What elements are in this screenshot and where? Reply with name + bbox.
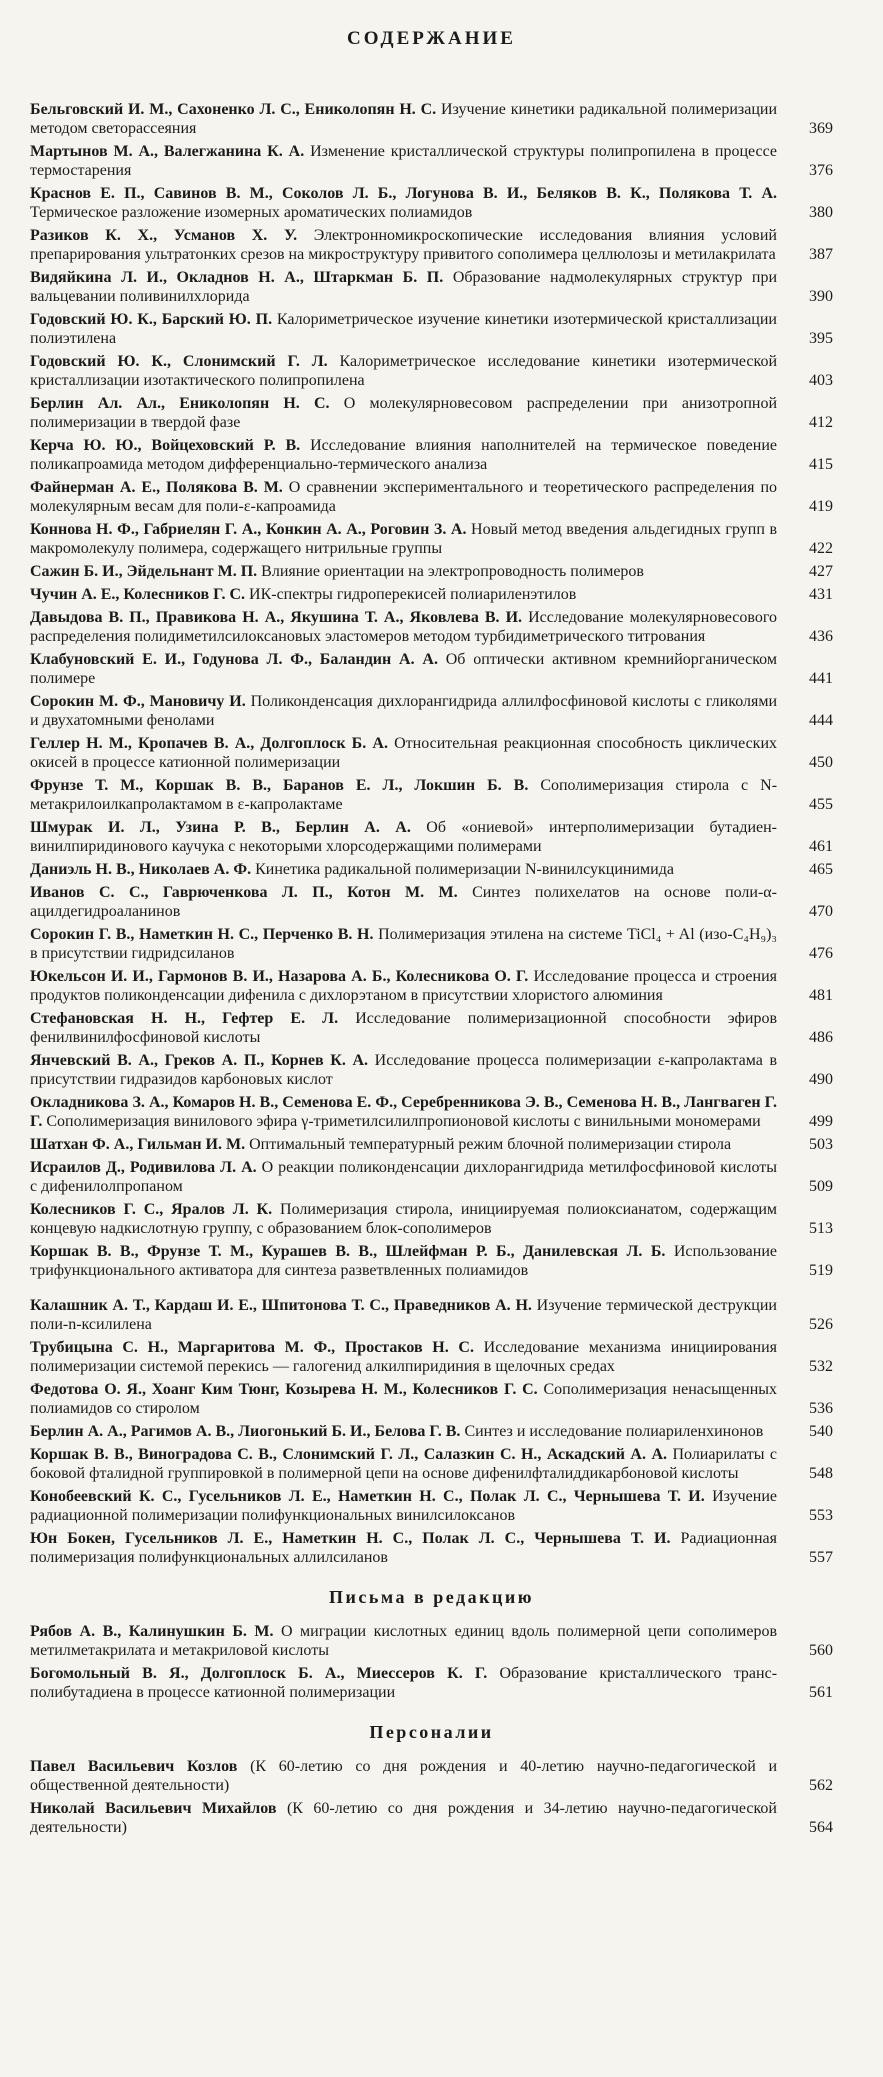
- toc-entry: [30, 310, 833, 348]
- entry-authors: Коршак В. В., Виноградова С. В., Слонимский Г. Л., Салазкин С. Н., Аскадский А. А.: [30, 1446, 667, 1463]
- entry-authors: Трубицына С. Н., Маргаритова М. Ф., Простаков Н. С.: [30, 1339, 474, 1356]
- entry-title: Синтез полихелатов на основе поли-α-ацилдегидроаланинов: [30, 884, 778, 920]
- toc-entry: [30, 352, 833, 390]
- entry-page-number: 470: [809, 903, 833, 920]
- toc-entry: [30, 1242, 833, 1280]
- toc-entry: [30, 394, 833, 432]
- entry-page-number: 441: [809, 670, 833, 687]
- toc-entry: [30, 268, 833, 306]
- entry-authors: Мартынов М. А., Валегжанина К. А.: [30, 143, 305, 160]
- entry-title: Изменение кристаллической структуры полипропилена в процессе термостарения: [30, 143, 778, 179]
- entry-page-number: 562: [809, 1777, 833, 1794]
- toc-entry: [30, 734, 833, 772]
- entry-authors: Коршак В. В., Фрунзе Т. М., Курашев В. В., Шлейфман Р. Б., Данилевская Л. Б.: [30, 1243, 666, 1260]
- contents-heading: СОДЕРЖАНИЕ: [347, 28, 516, 49]
- entry-page-number: 422: [809, 540, 833, 557]
- entry-authors: Калашник А. Т., Кардаш И. Е., Шпитонова Т. С., Праведников А. Н.: [30, 1297, 532, 1314]
- entry-page-number: 461: [809, 838, 833, 855]
- entry-authors: Рябов А. В., Калинушкин Б. М.: [30, 1623, 274, 1640]
- entry-authors: Павел Васильевич Козлов: [30, 1758, 238, 1775]
- letters-list: [30, 1622, 833, 1702]
- entry-title: Сополимеризация винилового эфира γ-триметилсилилпропионовой кислоты с винильными мономерами: [46, 1113, 761, 1130]
- entry-page-number: 481: [809, 987, 833, 1004]
- entry-title: Калориметрическое исследование кинетики изотермической кристаллизации изотактического полипропилена: [30, 353, 778, 389]
- entry-title: (К 60-летию со дня рождения и 40-летию научно-педагогической и общественной деятельности): [30, 1758, 778, 1794]
- toc-entry: [30, 1158, 833, 1196]
- entry-title: Об оптически активном кремнийорганическом полимере: [30, 651, 777, 687]
- entry-authors: Федотова О. Я., Хоанг Ким Тюнг, Козырева Н. М., Колесников Г. С.: [30, 1381, 538, 1398]
- entry-authors: Окладникова З. А., Комаров Н. В., Семенова Е. Ф., Серебренникова Э. В., Семенова Н. В., Лангваген Г. Г.: [30, 1094, 777, 1130]
- entry-title: Об «ониевой» интерполимеризации бутадиен-винилпиридинового каучука с некоторыми хлорсодержащими полимерами: [30, 819, 778, 855]
- toc-entry: [30, 650, 833, 688]
- entry-authors: Берлин А. А., Рагимов А. В., Лиогонький Б. И., Белова Г. В.: [30, 1423, 461, 1440]
- toc-entry: [30, 585, 833, 604]
- entry-page-number: 390: [809, 288, 833, 305]
- entry-title: Оптимальный температурный режим блочной полимеризации стирола: [249, 1136, 732, 1153]
- entry-page-number: 490: [809, 1071, 833, 1088]
- entry-title: Радиационная полимеризация полифункциональных аллилсиланов: [30, 1530, 778, 1566]
- entry-page-number: 503: [809, 1136, 833, 1153]
- entry-authors: Клабуновский Е. И., Годунова Л. Ф., Баландин А. А.: [30, 651, 438, 668]
- entry-authors: Фрунзе Т. М., Коршак В. В., Баранов Е. Л., Локшин Б. В.: [30, 777, 529, 794]
- entry-title: Кинетика радикальной полимеризации N-винилсукцинимида: [255, 861, 674, 878]
- toc-entry: [30, 1093, 833, 1131]
- entry-page-number: 403: [809, 372, 833, 389]
- entry-authors: Шатхан Ф. А., Гильман И. М.: [30, 1136, 246, 1153]
- toc-entry: [30, 1009, 833, 1047]
- toc-entry: [30, 100, 833, 138]
- entry-page-number: 419: [809, 498, 833, 515]
- entry-page-number: 415: [809, 456, 833, 473]
- entry-page-number: 427: [809, 563, 833, 580]
- entry-authors: Юкельсон И. И., Гармонов В. И., Назарова А. Б., Колесникова О. Г.: [30, 968, 529, 985]
- entry-page-number: 376: [809, 162, 833, 179]
- entry-title: ИК-спектры гидроперекисей полиариленэтилов: [249, 586, 577, 603]
- entry-page-number: 486: [809, 1029, 833, 1046]
- toc-entry: [30, 142, 833, 180]
- entry-authors: Годовский Ю. К., Барский Ю. П.: [30, 311, 273, 328]
- entry-page-number: 465: [809, 861, 833, 878]
- entry-page-number: 526: [809, 1316, 833, 1333]
- toc-entry: [30, 1664, 833, 1702]
- toc-entry: [30, 520, 833, 558]
- toc-entry: [30, 1622, 833, 1660]
- entry-title: Использование трифункционального активатора для синтеза разветвленных полиамидов: [30, 1243, 777, 1279]
- entry-page-number: 519: [809, 1262, 833, 1279]
- entry-authors: Шмурак И. Л., Узина Р. В., Берлин А. А.: [30, 819, 411, 836]
- entry-page-number: 455: [809, 796, 833, 813]
- toc-entry: [30, 1135, 833, 1154]
- entry-title: Исследование процесса полимеризации ε-капролактама в присутствии гидразидов карбоновых кислот: [30, 1052, 778, 1088]
- entry-page-number: 536: [809, 1400, 833, 1417]
- entry-page-number: 513: [809, 1220, 833, 1237]
- entry-title: Термическое разложение изомерных ароматических полиамидов: [30, 204, 473, 221]
- toc-entry: [30, 818, 833, 856]
- entry-page-number: 412: [809, 414, 833, 431]
- entry-authors: Сорокин Г. В., Наметкин Н. С., Перченко В. Н.: [30, 926, 374, 943]
- toc-entry: [30, 776, 833, 814]
- letters-heading: Письма в редакцию: [329, 1587, 534, 1607]
- toc-entry: [30, 1757, 833, 1795]
- toc-entry: [30, 608, 833, 646]
- entry-authors: Даниэль Н. В., Николаев А. Ф.: [30, 861, 252, 878]
- entry-authors: Берлин Ал. Ал., Ениколопян Н. С.: [30, 395, 330, 412]
- entry-page-number: 431: [809, 586, 833, 603]
- entry-page-number: 540: [809, 1423, 833, 1440]
- entry-title: Исследование процесса и строения продуктов поликонденсации дифенила с дихлорэтаном в присутствии хлористого алюминия: [30, 968, 778, 1004]
- entry-page-number: 561: [809, 1684, 833, 1701]
- entry-title: Относительная реакционная способность циклических окисей в процессе катионной полимеризации: [30, 735, 778, 771]
- entry-title: Образование надмолекулярных структур при вальцевании поливинилхлорида: [30, 269, 778, 305]
- entry-page-number: 395: [809, 330, 833, 347]
- toc-entry: [30, 184, 833, 222]
- toc-entry: [30, 883, 833, 921]
- entry-page-number: 553: [809, 1507, 833, 1524]
- personalia-list: [30, 1757, 833, 1837]
- toc-entry: [30, 1445, 833, 1483]
- entry-page-number: 476: [809, 945, 833, 962]
- entry-title: Образование кристаллического транс-полибутадиена в процессе катионной полимеризации: [30, 1665, 778, 1701]
- entry-title: Исследование полимеризационной способности эфиров фенилвинилфосфиновой кислоты: [30, 1010, 778, 1046]
- personalia-heading: Персоналии: [369, 1722, 494, 1742]
- entry-authors: Исраилов Д., Родивилова Л. А.: [30, 1159, 257, 1176]
- entry-authors: Юн Бокен, Гусельников Л. Е., Наметкин Н. С., Полак Л. С., Чернышева Т. И.: [30, 1530, 671, 1547]
- entry-title: Полимеризация стирола, инициируемая полиоксианатом, содержащим концевую надкислотную группу, с образованием блок-сополимеров: [30, 1201, 778, 1237]
- entry-page-number: 387: [809, 246, 833, 263]
- toc-entry: [30, 967, 833, 1005]
- entry-authors: Стефановская Н. Н., Гефтер Е. Л.: [30, 1010, 339, 1027]
- entry-title: Влияние ориентации на электропроводность полимеров: [261, 563, 644, 580]
- entry-page-number: 557: [809, 1549, 833, 1566]
- entry-title: (К 60-летию со дня рождения и 34-летию научно-педагогической деятельности): [30, 1800, 777, 1836]
- entry-authors: Конобеевский К. С., Гусельников Л. Е., Наметкин Н. С., Полак Л. С., Чернышева Т. И.: [30, 1488, 705, 1505]
- entry-title: Полимеризация этилена на системе TiCl₄ + Al (изо-C₄H₉)₃ в присутствии гидридсиланов: [30, 926, 778, 962]
- toc-entry: [30, 1799, 833, 1837]
- entry-authors: Николай Васильевич Михайлов: [30, 1800, 277, 1817]
- entry-title: О молекулярновесовом распределении при анизотропной полимеризации в твердой фазе: [30, 395, 778, 431]
- entry-authors: Краснов Е. П., Савинов В. М., Соколов Л. Б., Логунова В. И., Беляков В. К., Полякова Т. А.: [30, 185, 777, 202]
- entry-title: Новый метод введения альдегидных групп в макромолекулу полимера, содержащего нитрильные группы: [30, 521, 778, 557]
- toc-entry: [30, 1529, 833, 1567]
- entry-page-number: 436: [809, 628, 833, 645]
- toc-entry: [30, 1200, 833, 1238]
- entry-title: О сравнении экспериментального и теоретического распределения по молекулярным весам для поли-ε-капроамида: [30, 479, 778, 515]
- toc-entry: [30, 925, 833, 963]
- entry-page-number: 444: [809, 712, 833, 729]
- toc-entry: [30, 1422, 833, 1441]
- entry-title: Исследование влияния наполнителей на термическое поведение поликапроамида методом дифференциально-термического анализа: [30, 437, 778, 473]
- entry-authors: Сорокин М. Ф., Мановичу И.: [30, 693, 246, 710]
- toc-entry: [30, 1487, 833, 1525]
- entry-title: Сополимеризация ненасыщенных полиамидов со стиролом: [30, 1381, 778, 1417]
- entry-authors: Коннова Н. Ф., Габриелян Г. А., Конкин А. А., Роговин З. А.: [30, 521, 467, 538]
- entry-authors: Видяйкина Л. И., Окладнов Н. А., Штаркман Б. П.: [30, 269, 444, 286]
- entry-page-number: 369: [809, 120, 833, 137]
- toc-entry: [30, 1380, 833, 1418]
- entry-title: Синтез и исследование полиариленхинонов: [464, 1423, 764, 1440]
- contents-list: [30, 100, 833, 1567]
- entry-authors: Янчевский В. А., Греков А. П., Корнев К. А.: [30, 1052, 369, 1069]
- entry-page-number: 450: [809, 754, 833, 771]
- entry-page-number: 564: [809, 1819, 833, 1836]
- toc-entry: [30, 436, 833, 474]
- entry-title: О миграции кислотных единиц вдоль полимерной цепи сополимеров метилметакрилата и метакриловой кислоты: [30, 1623, 778, 1659]
- entry-title: Полиарилаты с боковой фталидной группировкой в полимерной цепи на основе дифенилфталиддикарбоновой кислоты: [30, 1446, 778, 1482]
- entry-page-number: 499: [809, 1113, 833, 1130]
- entry-title: Электронномикроскопические исследования влияния условий препарирования ультратонких срезов на микроструктуру привитого сополимера целлюлозы и метилакрилата: [30, 227, 777, 263]
- entry-page-number: 560: [809, 1642, 833, 1659]
- entry-authors: Колесников Г. С., Яралов Л. К.: [30, 1201, 273, 1218]
- entry-authors: Иванов С. С., Гаврюченкова Л. П., Котон М. М.: [30, 884, 458, 901]
- entry-page-number: 532: [809, 1358, 833, 1375]
- entry-authors: Геллер Н. М., Кропачев В. А., Долгоплоск Б. А.: [30, 735, 388, 752]
- entry-page-number: 380: [809, 204, 833, 221]
- entry-authors: Сажин Б. И., Эйдельнант М. П.: [30, 563, 258, 580]
- entry-title: Сополимеризация стирола с N-метакрилоилкапролактамом в ε-капролактаме: [30, 777, 778, 813]
- entry-authors: Разиков К. Х., Усманов Х. У.: [30, 227, 298, 244]
- toc-entry: [30, 1296, 833, 1334]
- toc-entry: [30, 1051, 833, 1089]
- entry-title: Поликонденсация дихлорангидрида аллилфосфиновой кислоты с гликолями и двухатомными фенолами: [30, 693, 778, 729]
- entry-authors: Давыдова В. П., Правикова Н. А., Якушина Т. А., Яковлева В. И.: [30, 609, 523, 626]
- entry-page-number: 548: [809, 1465, 833, 1482]
- entry-authors: Файнерман А. Е., Полякова В. М.: [30, 479, 283, 496]
- toc-entry: [30, 860, 833, 879]
- toc-entry: [30, 1338, 833, 1376]
- toc-entry: [30, 226, 833, 264]
- entry-title: Изучение термической деструкции поли-n-ксилилена: [30, 1297, 777, 1333]
- toc-entry: [30, 562, 833, 581]
- entry-title: Калориметрическое изучение кинетики изотермической кристаллизации полиэтилена: [30, 311, 777, 347]
- toc-entry: [30, 478, 833, 516]
- entry-title: Исследование механизма инициирования полимеризации системой перекись — галогенид алкилпиридиния в щелочных средах: [30, 1339, 778, 1375]
- entry-title: Изучение радиационной полимеризации полифункциональных винилсилоксанов: [30, 1488, 778, 1524]
- entry-title: Исследование молекулярновесового распределения полидиметилсилоксановых эластомеров методом турбидиметрического титрования: [30, 609, 778, 645]
- entry-authors: Годовский Ю. К., Слонимский Г. Л.: [30, 353, 328, 370]
- entry-authors: Богомольный В. Я., Долгоплоск Б. А., Миессеров К. Г.: [30, 1665, 488, 1682]
- entry-authors: Бельговский И. М., Сахоненко Л. С., Ениколопян Н. С.: [30, 101, 437, 118]
- entry-title: Изучение кинетики радикальной полимеризации методом светорассеяния: [30, 101, 778, 137]
- entry-title: О реакции поликонденсации дихлорангидрида метилфосфиновой кислоты с дифенилолпропаном: [30, 1159, 778, 1195]
- entry-authors: Чучин А. Е., Колесников Г. С.: [30, 586, 246, 603]
- entry-page-number: 509: [809, 1178, 833, 1195]
- toc-entry: [30, 692, 833, 730]
- entry-authors: Керча Ю. Ю., Войцеховский Р. В.: [30, 437, 301, 454]
